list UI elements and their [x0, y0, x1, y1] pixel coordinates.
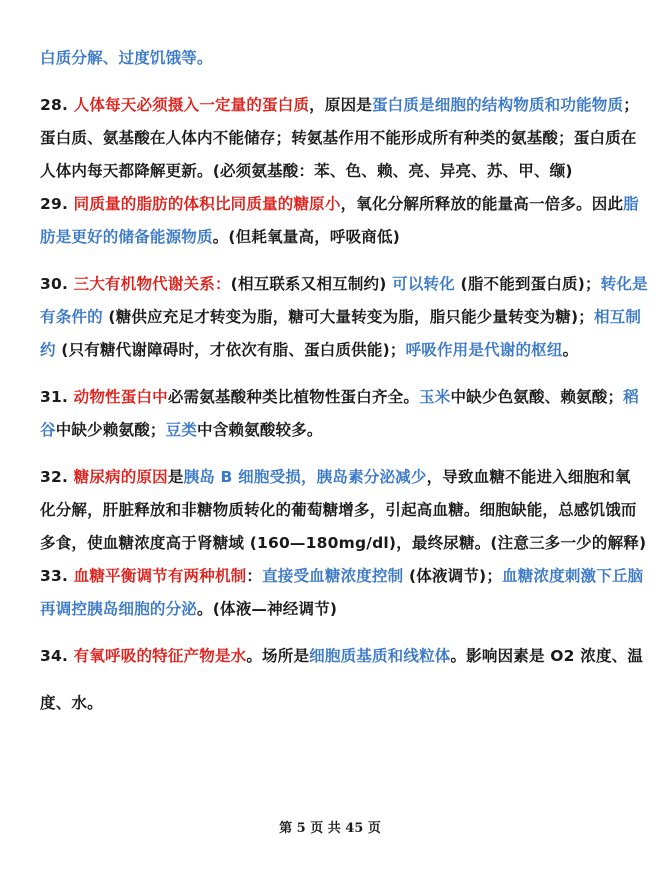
text-line — [40, 188, 639, 221]
highlight-text: 稻 — [623, 388, 639, 406]
key-term: 动物性蛋白中 — [73, 388, 168, 406]
paragraph-gap — [40, 447, 624, 461]
body-text: 29. — [40, 195, 74, 213]
text-line — [40, 494, 637, 527]
body-text: ，氧化分解所释放的能量高一倍多。因此 — [340, 195, 624, 213]
text-line — [40, 42, 624, 75]
highlight-text: 豆类 — [165, 421, 198, 439]
text-line — [40, 89, 639, 122]
body-text: 度、水。 — [40, 694, 103, 712]
body-text: (糖供应充足才转变为脂，糖可大量转变为脂，脂只能少量转变为糖)； — [102, 308, 594, 326]
body-text: ，导致血糖不能进入细胞和氧 — [426, 468, 631, 486]
body-text: 。场所是 — [246, 647, 310, 665]
body-text: (只有糖代谢障碍时，才依次有脂、蛋白质供能)； — [55, 341, 406, 359]
body-text: 中含赖氨酸较多。 — [197, 421, 323, 439]
key-term: 糖尿病的原因 — [73, 468, 168, 486]
body-text: 多食，使血糖浓度高于肾糖域 (160—180mg/dl)，最终尿糖。(注意三多一少的解释) — [40, 534, 647, 552]
body-text: ，原因是 — [309, 96, 372, 114]
paragraph-gap — [40, 673, 624, 687]
body-text: 28. — [40, 96, 74, 114]
body-text: 蛋白质、氨基酸在人体内不能储存；转氨基作用不能形成所有种类的氨基酸；蛋白质在 — [40, 129, 637, 147]
highlight-text: 白质分解、过度饥饿等。 — [40, 49, 213, 67]
body-text: (脂不能到蛋白质)； — [454, 275, 601, 293]
highlight-text: 谷 — [40, 421, 56, 439]
highlight-text: 可以转化 — [392, 275, 455, 293]
body-text: 。影响因素是 O2 浓度、温 — [450, 647, 644, 665]
highlight-text: 胰岛 B 细胞受损，胰岛素分泌减少 — [183, 468, 427, 486]
body-text: 。 — [562, 341, 579, 359]
highlight-text: 玉米 — [419, 388, 451, 406]
key-term: 血糖平衡调节有两种机制 — [73, 567, 247, 585]
text-line — [40, 687, 624, 720]
highlight-text: 转化是 — [600, 275, 648, 293]
text-line — [40, 414, 624, 447]
paragraph-gap — [40, 75, 624, 89]
key-term: 同质量的脂肪的体积比同质量的糖原小 — [73, 195, 341, 213]
body-text: 。(体液—神经调节) — [197, 600, 338, 618]
body-text: 是 — [167, 468, 184, 486]
key-term: 三大有机物代谢关系： — [73, 275, 231, 293]
body-text: ： — [246, 567, 263, 585]
body-text: 34. — [40, 647, 74, 665]
highlight-text: 再调控胰岛细胞的分泌 — [40, 600, 198, 618]
body-text: 31. — [40, 388, 74, 406]
key-term: 有氧呼吸的特征产物是水 — [73, 647, 247, 665]
body-text: 33. — [40, 567, 74, 585]
body-text: 中缺少赖氨酸； — [55, 421, 166, 439]
text-line — [40, 221, 624, 254]
highlight-text: 相互制 — [593, 308, 642, 326]
text-line — [40, 560, 644, 593]
document-body — [40, 42, 648, 720]
body-text: 。(但耗氧量高，呼吸商低) — [212, 228, 400, 246]
body-text: 化分解，肝脏释放和非糖物质转化的葡萄糖增多，引起高血糖。细胞缺能，总感饥饿而 — [40, 501, 637, 519]
body-text: 必需氨基酸种类比植物性蛋白齐全。 — [167, 388, 420, 406]
key-term: 人体每天必须摄入一定量的蛋白质 — [73, 96, 310, 114]
paragraph-gap — [40, 367, 624, 381]
highlight-text: 直接受血糖浓度控制 — [262, 567, 404, 585]
highlight-text: 细胞质基质和线粒体 — [309, 647, 451, 665]
text-line — [40, 381, 639, 414]
text-line — [40, 527, 647, 560]
highlight-text: 约 — [40, 341, 56, 359]
paragraph-gap — [40, 254, 624, 268]
text-line — [40, 268, 648, 301]
highlight-text: 肪是更好的储备能源物质 — [40, 228, 213, 246]
body-text: 30. — [40, 275, 74, 293]
text-line — [40, 461, 631, 494]
body-text: 中缺少色氨酸、赖氨酸； — [450, 388, 624, 406]
text-line — [40, 122, 637, 155]
body-text: (体液调节)； — [403, 567, 503, 585]
highlight-text: 蛋白质是细胞的结构物质和功能物质 — [371, 96, 624, 114]
highlight-text: 血糖浓度刺激下丘脑 — [502, 567, 644, 585]
highlight-text: 呼吸作用是代谢的枢纽 — [405, 341, 563, 359]
paragraph-gap — [40, 626, 624, 640]
highlight-text: 有条件的 — [40, 308, 103, 326]
text-line — [40, 155, 624, 188]
text-line — [40, 593, 624, 626]
text-line — [40, 334, 624, 367]
text-line — [40, 301, 642, 334]
body-text: 人体内每天都降解更新。(必须氨基酸：苯、色、赖、亮、异亮、苏、甲、缬) — [40, 162, 573, 180]
body-text: ； — [623, 96, 639, 114]
page-footer: 第 5 页 共 45 页 — [279, 821, 381, 836]
body-text: 32. — [40, 468, 74, 486]
highlight-text: 脂 — [623, 195, 639, 213]
text-line — [40, 640, 644, 673]
body-text: (相互联系又相互制约) — [230, 275, 393, 293]
